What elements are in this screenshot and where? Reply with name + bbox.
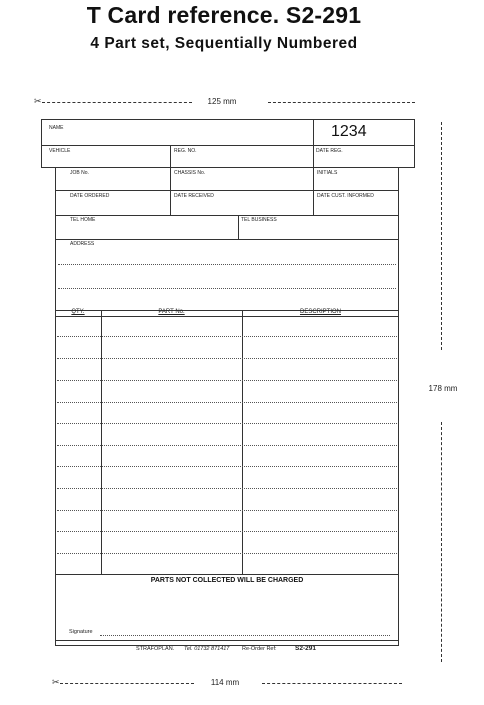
- parts-row-line: [57, 336, 397, 337]
- row2-bottom-line: [55, 215, 399, 216]
- signature-line[interactable]: [100, 635, 390, 636]
- top-dimension-label: 125 mm: [207, 97, 237, 106]
- document-title: T Card reference. S2-291: [86, 2, 362, 28]
- row1-divider-a: [170, 168, 171, 190]
- parts-row-line: [57, 358, 397, 359]
- tel-home-label: TEL HOME: [70, 217, 96, 223]
- footer-reorder: Re-Order Ref:: [242, 646, 277, 652]
- signature-label: Signature: [69, 629, 93, 635]
- scissors-icon: ✂: [34, 96, 42, 106]
- address-label: ADDRESS: [70, 241, 95, 247]
- height-dimension-label: 178 mm: [428, 384, 458, 393]
- part-no-column-header: PART No.: [158, 309, 185, 315]
- row3-bottom-line: [55, 239, 399, 240]
- parts-row-line: [57, 466, 397, 467]
- scissors-icon-bottom: ✂: [52, 677, 60, 687]
- parts-row-line: [57, 402, 397, 403]
- row1-bottom-line: [55, 190, 399, 191]
- qty-column-header: QTY.: [71, 309, 85, 315]
- qty-part-divider: [101, 310, 102, 574]
- parts-row-line: [57, 380, 397, 381]
- bottom-dimension-label: 114 mm: [210, 678, 240, 687]
- top-dimension-line-right: [268, 102, 415, 103]
- date-ordered-label: DATE ORDERED: [70, 193, 110, 199]
- top-dimension-line-left: [42, 102, 192, 103]
- header-divider-right: [313, 119, 314, 168]
- serial-number: 1234: [331, 123, 367, 140]
- footer-line: [55, 640, 399, 641]
- tel-business-label: TEL BUSINESS: [241, 217, 277, 223]
- reg-no-label: REG. NO.: [174, 148, 197, 154]
- header-row-line: [41, 145, 415, 146]
- initials-label: INITIALS: [317, 170, 338, 176]
- height-dimension-line-top: [441, 122, 442, 350]
- footer-company: STRAFOPLAN.: [136, 646, 175, 652]
- chassis-no-label: CHASSIS No.: [174, 170, 206, 176]
- address-dotted-line: [58, 288, 396, 289]
- description-column-header: DESCRIPTION: [299, 309, 341, 315]
- parts-row-line: [57, 510, 397, 511]
- parts-row-line: [57, 423, 397, 424]
- parts-bottom-line: [55, 574, 399, 575]
- parts-header-line: [55, 316, 399, 317]
- row2-divider-b: [313, 190, 314, 215]
- row3-divider: [238, 215, 239, 239]
- name-label: NAME: [49, 125, 64, 131]
- row1-divider-b: [313, 168, 314, 190]
- footer-tel: Tel. 01732 871417: [184, 646, 230, 652]
- row2-divider-a: [170, 190, 171, 215]
- date-cust-informed-label: DATE CUST. INFORMED: [317, 193, 374, 199]
- job-no-label: JOB No.: [70, 170, 89, 176]
- document-subtitle: 4 Part set, Sequentially Numbered: [90, 35, 358, 52]
- header-divider-mid: [170, 145, 171, 168]
- address-dotted-line: [58, 264, 396, 265]
- parts-row-line: [57, 488, 397, 489]
- collection-notice: PARTS NOT COLLECTED WILL BE CHARGED: [150, 577, 304, 584]
- height-dimension-line-bottom: [441, 422, 442, 662]
- date-received-label: DATE RECEIVED: [174, 193, 214, 199]
- parts-row-line: [57, 531, 397, 532]
- part-description-divider: [242, 310, 243, 574]
- bottom-dimension-line-right: [262, 683, 402, 684]
- vehicle-label: VEHICLE: [49, 148, 71, 154]
- date-reg-label: DATE REG.: [316, 148, 343, 154]
- bottom-dimension-line-left: [60, 683, 194, 684]
- footer-ref: S2-291: [295, 645, 316, 652]
- parts-row-line: [57, 445, 397, 446]
- parts-row-line: [57, 553, 397, 554]
